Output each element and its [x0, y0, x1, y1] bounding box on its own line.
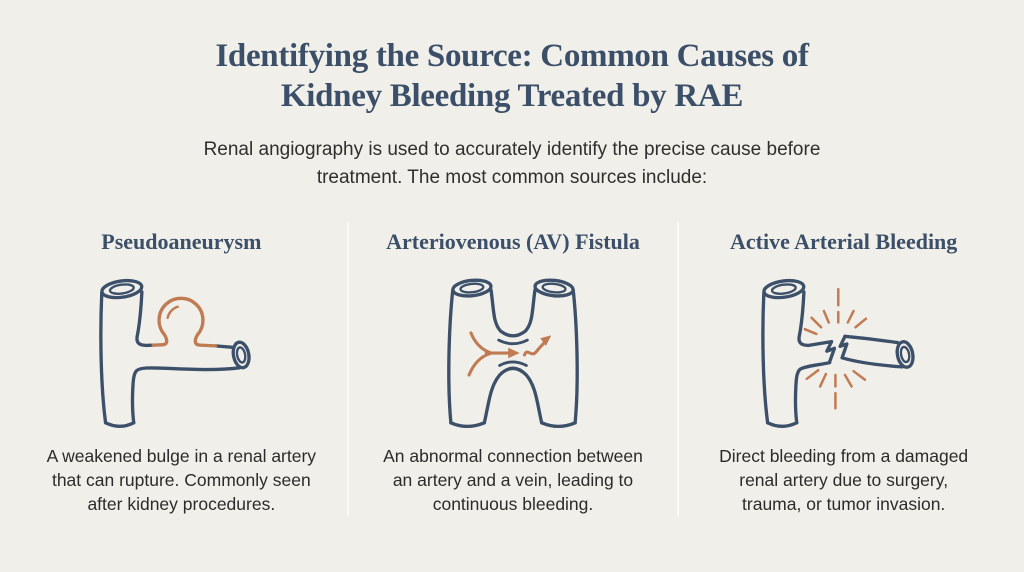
column-title-active-bleeding: Active Arterial Bleeding [730, 229, 958, 254]
column-description-active-bleeding [687, 444, 1000, 516]
column-description-pseudoaneurysm [24, 444, 339, 516]
description-line: An abnormal connection between [383, 446, 643, 466]
column-description-av-fistula [357, 444, 670, 516]
description-line: A weakened bulge in a renal artery [46, 446, 317, 466]
column-title-pseudoaneurysm: Pseudoaneurysm [101, 229, 262, 254]
page-subtitle-line-2: treatment. The most common sources include: [316, 167, 708, 188]
causes-columns [0, 222, 1024, 516]
page-title-line-2: Kidney Bleeding Treated by RAE [280, 78, 744, 114]
description-line: Direct bleeding from a damaged [719, 446, 969, 466]
column-active-bleeding [677, 222, 1008, 516]
page-title-line-1: Identifying the Source: Common Causes of [215, 38, 809, 74]
av-fistula-vessel-icon [415, 268, 611, 440]
pseudoaneurysm-vessel-icon [76, 268, 286, 440]
aneurysm-bulge [154, 298, 216, 346]
description-line: an artery and a vein, leading to [392, 470, 634, 490]
description-line: continuous bleeding. [432, 494, 594, 514]
column-title-av-fistula: Arteriovenous (AV) Fistula [386, 229, 640, 254]
page-subtitle [0, 136, 1024, 192]
header [0, 0, 1024, 192]
description-line: that can rupture. Commonly seen [51, 470, 311, 490]
column-av-fistula [347, 222, 678, 516]
description-line: after kidney procedures. [87, 494, 276, 514]
description-line: renal artery due to surgery, [739, 470, 949, 490]
page-title [0, 36, 1024, 116]
active-bleeding-vessel-icon [739, 268, 949, 440]
page-subtitle-line-1: Renal angiography is used to accurately identify the precise cause before [203, 139, 821, 160]
column-pseudoaneurysm [16, 222, 347, 516]
description-line: trauma, or tumor invasion. [742, 494, 946, 514]
